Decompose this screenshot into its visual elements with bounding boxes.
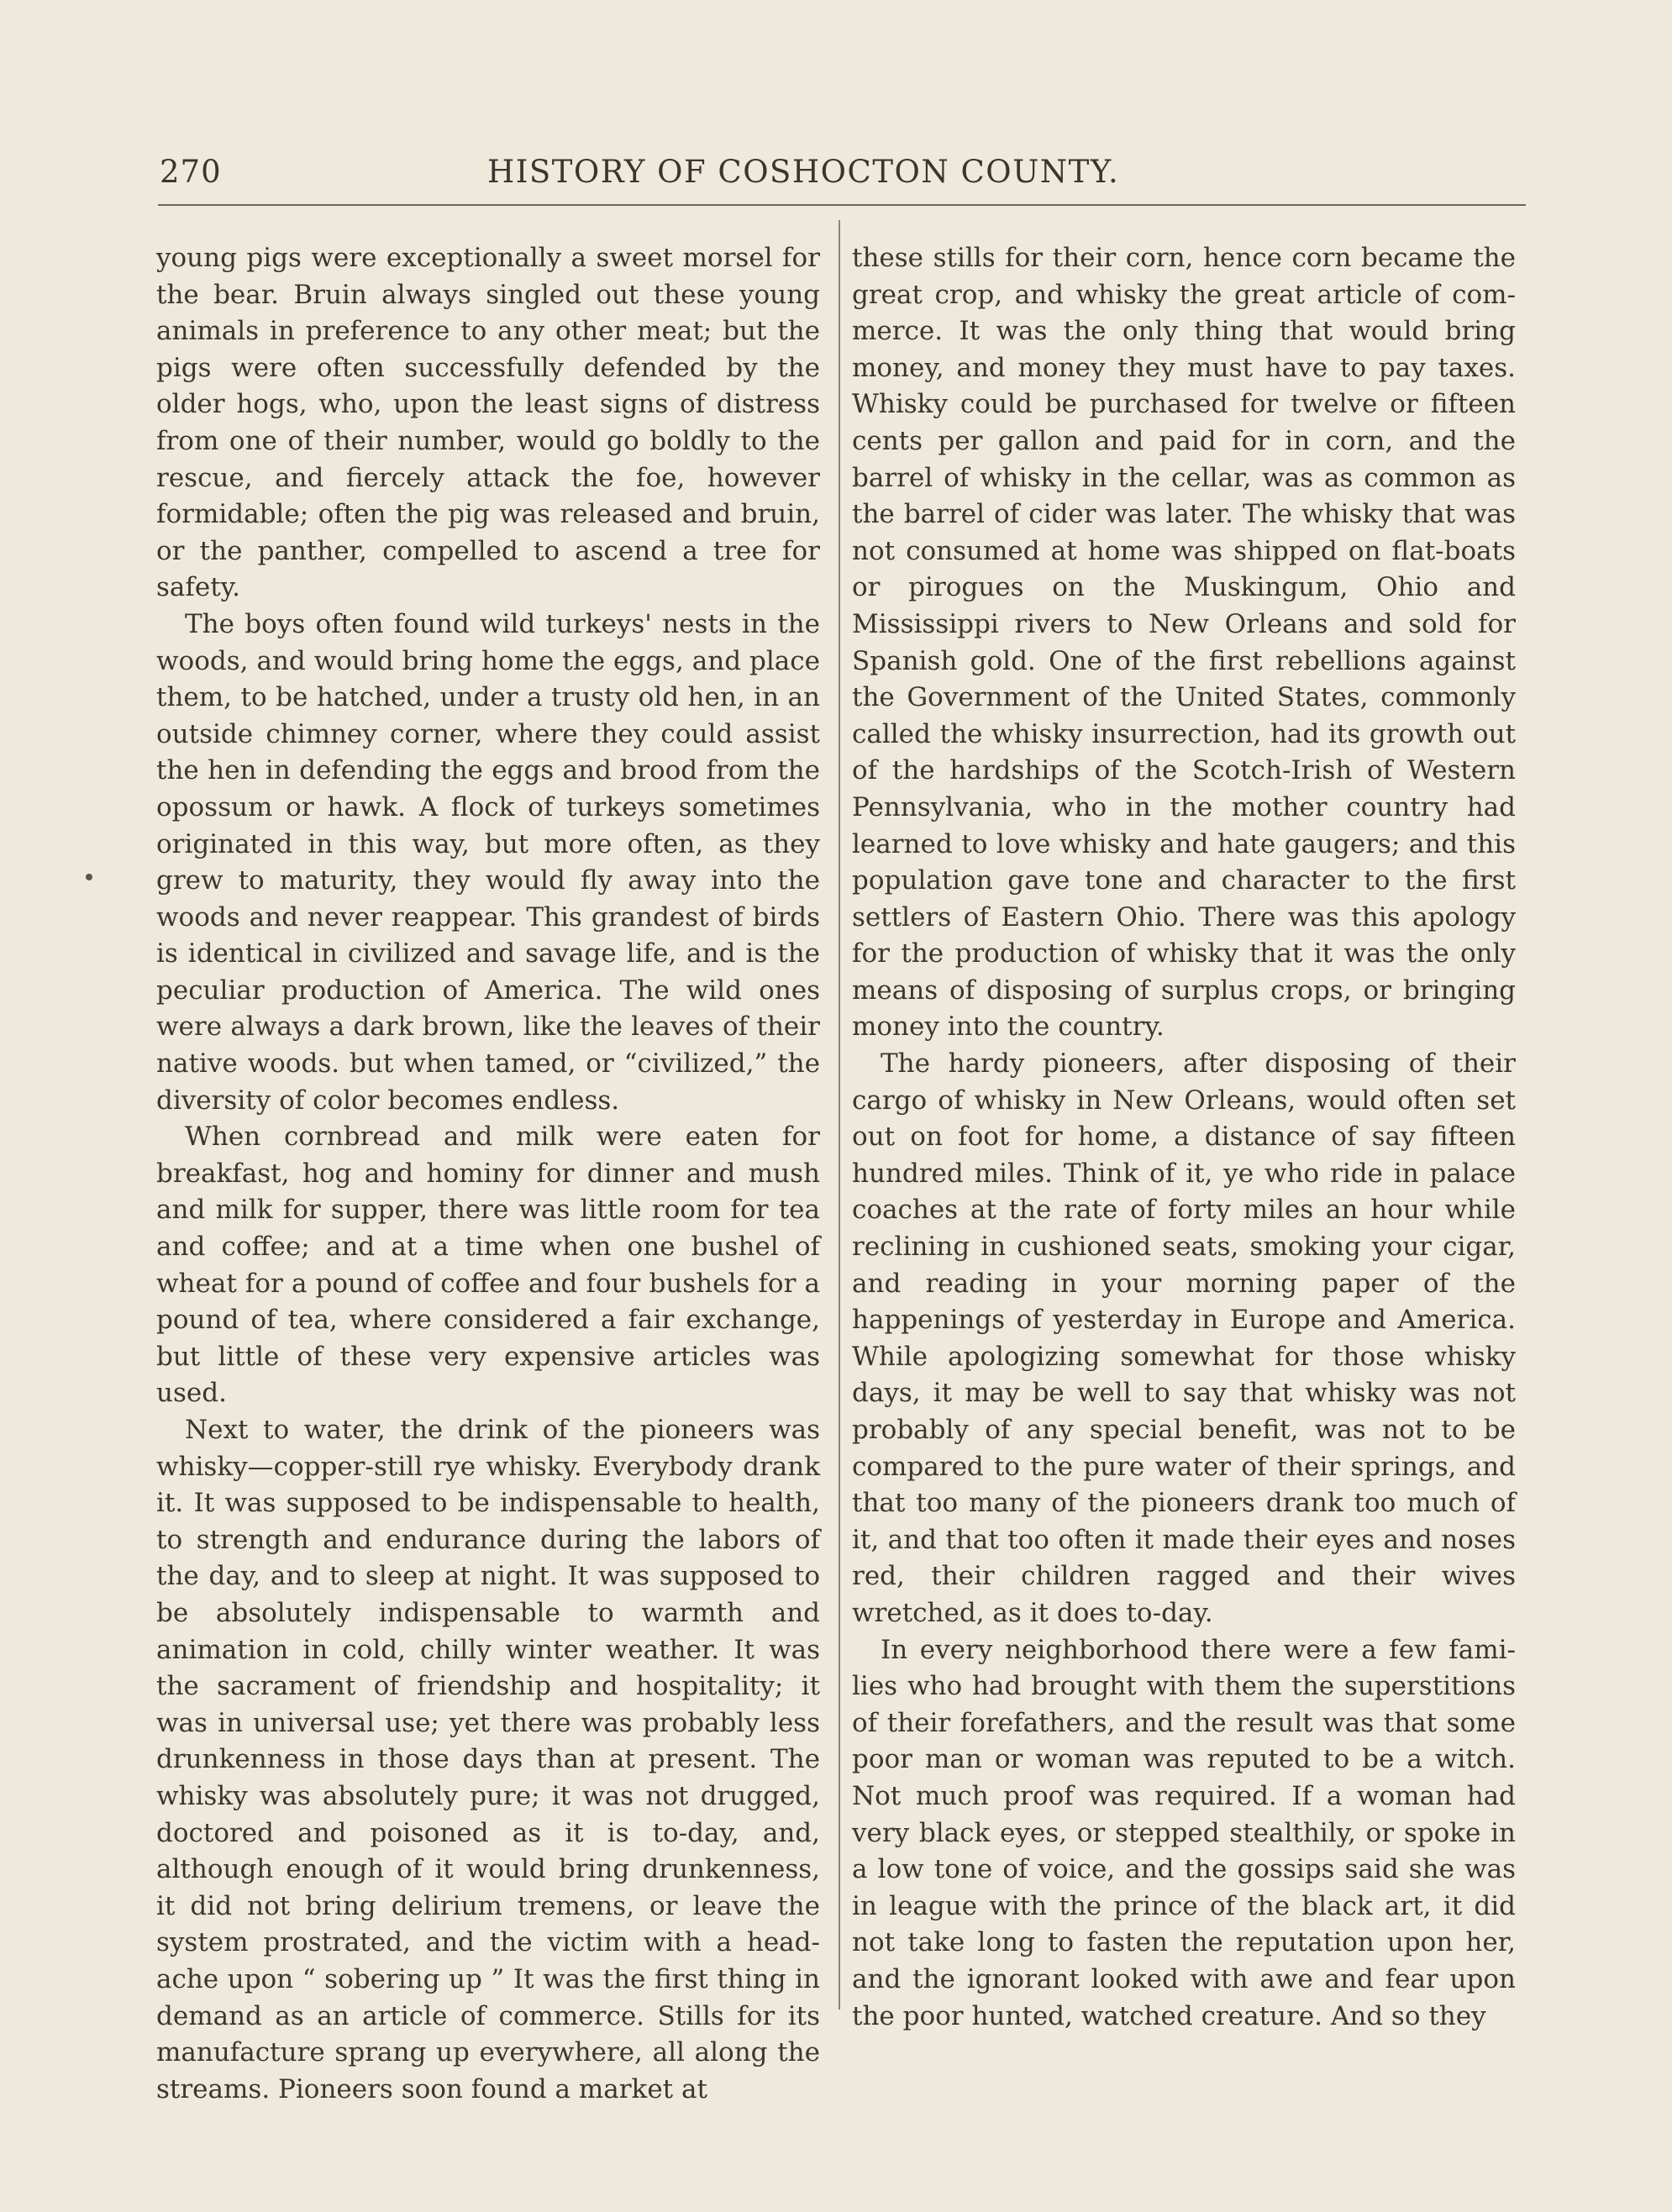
column-divider <box>839 220 840 2010</box>
left-column <box>156 240 820 2104</box>
paragraph: When cornbread and milk were eaten for breakfast, hog and hominy for dinner and mush and milk for supper, there was little room for tea and coffee; and at a time when one bushel of wheat for a pound of coffee and four bushels for a pound of tea, where considered a fair exchange, but little of these very expensive articles was used. <box>156 1122 820 1409</box>
paragraph: these stills for their corn, hence corn became the great crop, and whisky the great article of commerce. It was the only thing that would bring money, and money they must have to pay taxes. Whisky could be purchased for twelve or fifteen cents per gallon and paid for in corn, and the barrel of whisky in the cellar, was as common as the barrel of cider was later. The whisky that was not consumed at home was shipped on flat-boats or pirogues on the Muskingum, Ohio and Mississippi rivers to New Orleans and sold for Spanish gold. One of the first rebellions against the Government of the United States, commonly called the whisky insurrection, had its growth out of the hardships of the Scotch-Irish of Western Pennsylvania, who in the mother country had learned to love whisky and hate gaugers; and this population gave tone and character to the first settlers of Eastern Ohio. There was this apology for the production of whisky that it was the only means of disposing of surplus crops, or bringing money into the country. <box>852 243 1516 1043</box>
paragraph: young pigs were exceptionally a sweet morsel for the bear. Bruin always singled out these young animals in preference to any other meat; but the pigs were often successfully defended by the older hogs, who, upon the least signs of distress from one of their number, would go boldly to the rescue, and fiercely attack the foe, however formidable; often the pig was released and bruin, or the panther, compelled to ascend a tree for safety. <box>156 243 820 603</box>
header-rule <box>158 204 1526 206</box>
paragraph: Next to water, the drink of the pioneers was whisky—copper-still rye whisky. Everybody drank it. It was supposed to be indispensable to health, to strength and endurance during the labors of the day, and to sleep at night. It was supposed to be absolutely indispensable to warmth and animation in cold, chilly winter weather. It was the sacrament of friendship and hospitality; it was in universal use; yet there was probably less drunkenness in those days than at present. The whisky was absolutely pure; it was not drugged, doctored and poisoned as it is to-day, and, although enough of it would bring drunkenness, it did not bring delirium tremens, or leave the system prostrated, and the victim with a headache upon “ sobering up ” It was the first thing in demand as an article of commerce. Stills for its manufacture sprang up everywhere, all along the streams. Pioneers soon found a market at <box>156 1415 820 2104</box>
running-head: HISTORY OF COSHOCTON COUNTY. <box>487 154 1120 190</box>
page-number: 270 <box>160 154 222 190</box>
right-column <box>852 240 1516 2046</box>
paragraph: The boys often found wild turkeys' nests in the woods, and would bring home the eggs, and place them, to be hatched, under a trusty old hen, in an outside chimney corner, where they could assist the hen in defending the eggs and brood from the opossum or hawk. A flock of turkeys sometimes originated in this way, but more often, as they grew to maturity, they would fly away into the woods and never reappear. This grandest of birds is identical in civilized and savage life, and is the peculiar production of America. The wild ones were always a dark brown, like the leaves of their native woods. but when tamed, or “civilized,” the diversity of color becomes endless. <box>156 608 820 1116</box>
paragraph: In every neighborhood there were a few families who had brought with them the superstitions of their forefathers, and the result was that some poor man or woman was reputed to be a witch. Not much proof was required. If a woman had very black eyes, or stepped stealthily, or spoke in a low tone of voice, and the gossips said she was in league with the prince of the black art, it did not take long to fasten the reputation upon her, and the ignorant looked with awe and fear upon the poor hunted, watched creature. And so they <box>852 1634 1516 2031</box>
paragraph: The hardy pioneers, after disposing of their cargo of whisky in New Orleans, would often set out on foot for home, a distance of say fifteen hundred miles. Think of it, ye who ride in palace coaches at the rate of forty miles an hour while reclining in cushioned seats, smoking your cigar, and reading in your morning paper of the happenings of yesterday in Europe and America. While apologizing somewhat for those whisky days, it may be well to say that whisky was not probably of any special benefit, was not to be compared to the pure water of their springs, and that too many of the pioneers drank too much of it, and that too often it made their eyes and noses red, their children ragged and their wives wretched, as it does to-day. <box>852 1048 1516 1628</box>
stray-ink-mark <box>86 874 92 880</box>
